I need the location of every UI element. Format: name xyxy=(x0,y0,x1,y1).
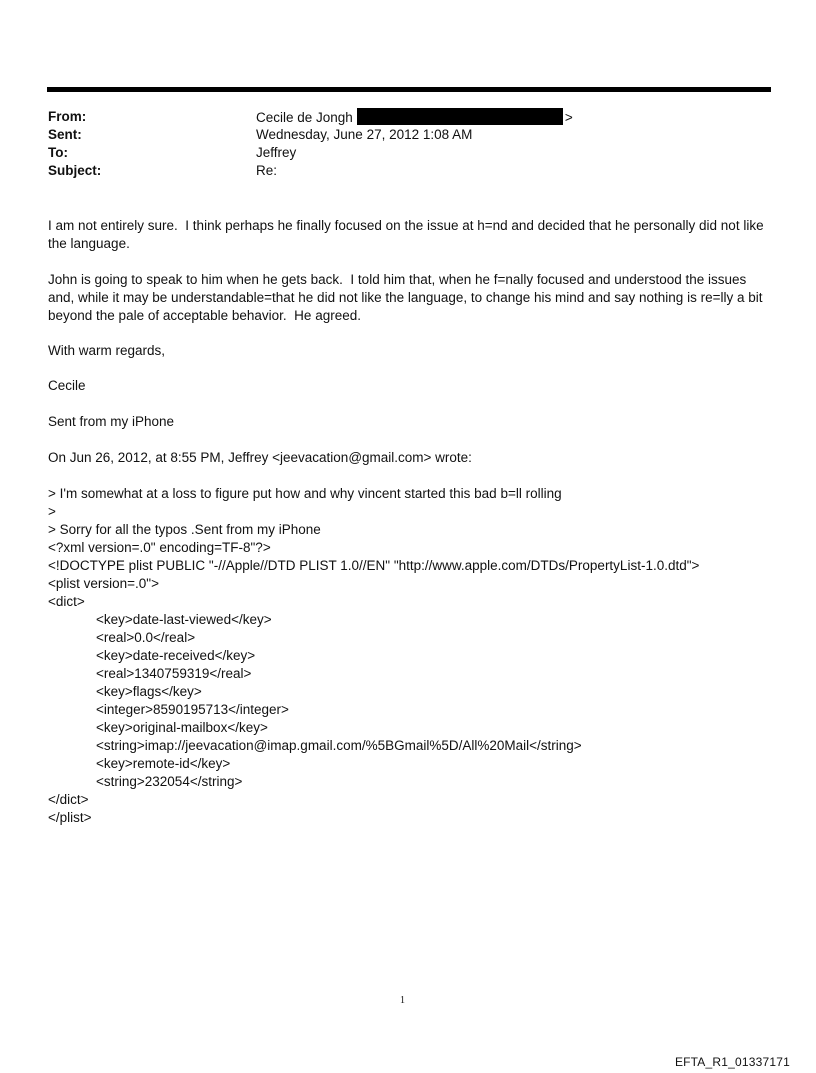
plist-xml-declaration: <?xml version=.0" encoding=TF-8"?> xyxy=(48,540,271,555)
from-value xyxy=(256,108,573,127)
plist-line: <real>1340759319</real> xyxy=(96,666,252,681)
closing-line: With warm regards, xyxy=(48,343,166,358)
signature: Cecile xyxy=(48,378,86,393)
quote-line-3: > Sorry for all the typos .Sent from my iPhone xyxy=(48,522,321,537)
subject-value: Re: xyxy=(256,163,278,178)
to-label: To: xyxy=(48,145,68,160)
sent-value: Wednesday, June 27, 2012 1:08 AM xyxy=(256,127,473,142)
sent-from-line: Sent from my iPhone xyxy=(48,414,175,429)
body-paragraph-1: I am not entirely sure. I think perhaps he finally focused on the issue at h=nd and decided that he personally did not like the language. xyxy=(48,218,768,251)
plist-line: <real>0.0</real> xyxy=(96,630,196,645)
subject-label: Subject: xyxy=(48,163,102,178)
plist-line: <key>original-mailbox</key> xyxy=(96,720,268,735)
quote-line-2: > xyxy=(48,504,56,519)
to-value: Jeffrey xyxy=(256,145,297,160)
plist-line: <key>date-last-viewed</key> xyxy=(96,612,272,627)
plist-line: <key>remote-id</key> xyxy=(96,756,231,771)
header-subject-row xyxy=(48,162,768,180)
header-from-row xyxy=(48,108,768,126)
quote-intro: On Jun 26, 2012, at 8:55 PM, Jeffrey <jeevacation@gmail.com> wrote: xyxy=(48,450,472,465)
sent-label: Sent: xyxy=(48,127,82,142)
plist-close-tag: </plist> xyxy=(48,810,92,825)
dict-close-tag: </dict> xyxy=(48,792,89,807)
dict-open-tag: <dict> xyxy=(48,594,85,609)
redaction-block xyxy=(357,108,563,125)
plist-line: <key>date-received</key> xyxy=(96,648,256,663)
plist-line: <key>flags</key> xyxy=(96,684,202,699)
quote-line-1: > I'm somewhat at a loss to figure put how and why vincent started this bad b=ll rolling xyxy=(48,486,562,501)
plist-line: <integer>8590195713</integer> xyxy=(96,702,289,717)
from-label: From: xyxy=(48,109,87,124)
body-paragraph-2: John is going to speak to him when he gets back. I told him that, when he f=nally focused and understood the issues and, while it may be understandable=that he did not like the language, to change his mind and say nothing is re=lly a bit beyond the pale of acceptable behavior. He agreed. xyxy=(48,272,767,323)
from-suffix: > xyxy=(564,110,573,125)
page-number: 1 xyxy=(400,995,405,1006)
plist-line: <string>imap://jeevacation@imap.gmail.com/%5BGmail%5D/All%20Mail</string> xyxy=(96,738,582,753)
header-to-row xyxy=(48,144,768,162)
from-name: Cecile de Jongh xyxy=(256,110,353,125)
plist-open-tag: <plist version=.0"> xyxy=(48,576,159,591)
document-id: EFTA_R1_01337171 xyxy=(674,1055,790,1069)
plist-line: <string>232054</string> xyxy=(96,774,243,789)
header-rule xyxy=(47,87,771,92)
plist-doctype: <!DOCTYPE plist PUBLIC "-//Apple//DTD PLIST 1.0//EN" "http://www.apple.com/DTDs/PropertyList-1.0.dtd"> xyxy=(48,558,700,573)
header-sent-row xyxy=(48,126,768,144)
